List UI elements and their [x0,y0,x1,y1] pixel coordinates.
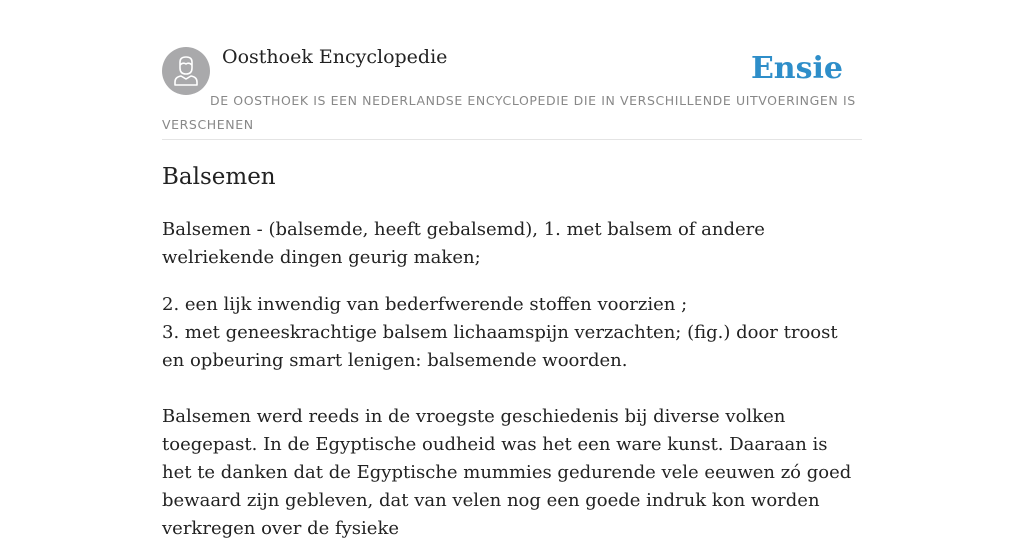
brand-logo[interactable]: Ensie [750,51,843,86]
header [162,0,862,140]
article-line: 3. met geneeskrachtige balsem lichaamspijn verzachten; (fig.) door troost en opbeuring smart lenigen: balsemende woorden. [162,322,838,371]
paragraph-gap [162,375,862,403]
user-avatar-icon[interactable] [162,47,210,95]
site-tagline: DE OOSTHOEK IS EEN NEDERLANDSE ENCYCLOPEDIE DIE IN VERSCHILLENDE UITVOERINGEN IS VERSCHENEN [162,93,856,132]
article-line: 2. een lijk inwendig van bederfwerende stoffen voorzien ; [162,294,688,315]
article-paragraph: Balsemen - (balsemde, heeft gebalsemd), 1. met balsem of andere welriekende dingen geurig maken; [162,219,765,268]
page [162,0,862,539]
article-body [162,216,862,543]
site-title[interactable]: Oosthoek Encyclopedie [222,46,448,68]
article-paragraph: Balsemen werd reeds in de vroegste geschiedenis bij diverse volken toegepast. In de Egyptische oudheid was het een ware kunst. Daaraan is het te danken dat de Egyptische mummies gedurende vele eeuwen zó goed bewaard zijn gebleven, dat van velen nog een goede indruk kon worden verkregen over de fysieke [162,406,852,539]
article-title: Balsemen [162,164,276,190]
